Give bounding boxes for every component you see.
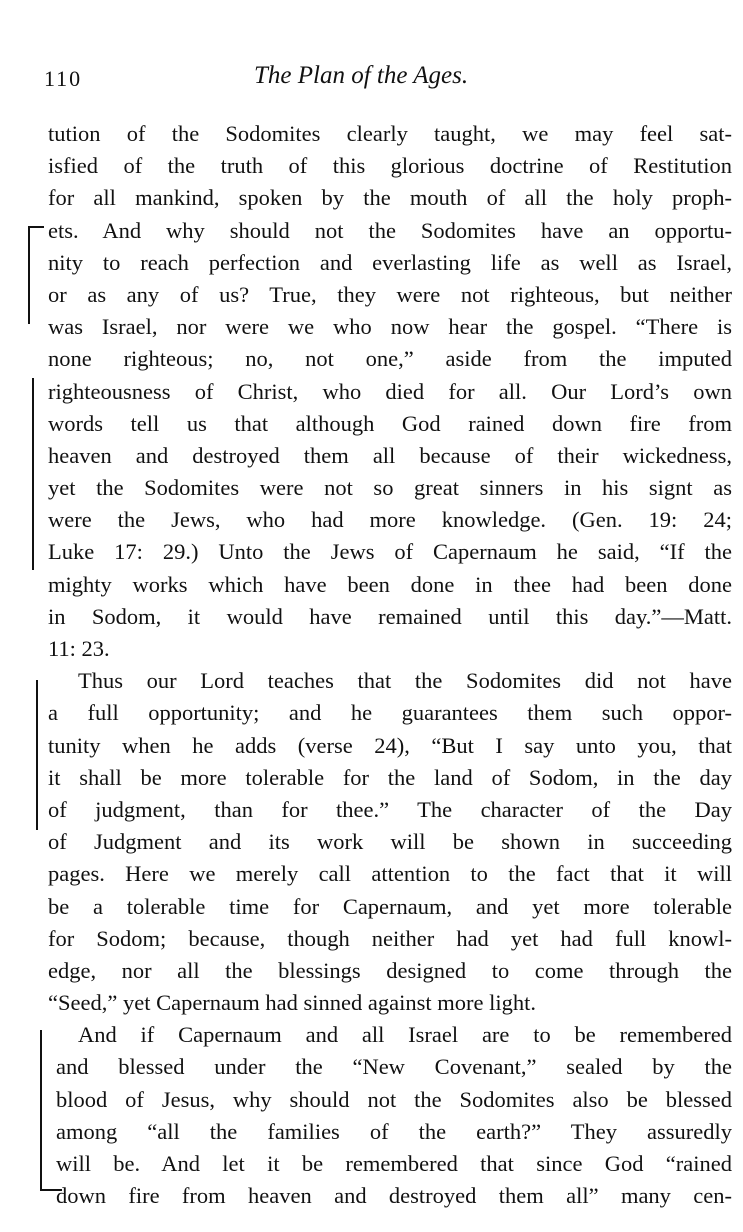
margin-line-second bbox=[36, 680, 38, 830]
text-line: Luke 17: 29.) Unto the Jews of Capernaum he said, “If the bbox=[48, 539, 732, 565]
paragraph-1 bbox=[48, 118, 732, 665]
text-line: tution of the Sodomites clearly taught, we may feel sat- bbox=[48, 121, 732, 146]
body-text bbox=[48, 118, 732, 1212]
text-line: blood of Jesus, why should not the Sodomites also be blessed bbox=[56, 1086, 732, 1112]
margin-bracket-top-hook bbox=[28, 226, 44, 228]
running-title: The Plan of the Ages. bbox=[254, 62, 469, 89]
text-line: 11: 23. bbox=[48, 636, 110, 661]
text-line: was Israel, nor were we who now hear the gospel. “There is bbox=[48, 314, 732, 340]
text-line: be a tolerable time for Capernaum, and yet more tolerable bbox=[48, 893, 732, 919]
text-line: none righteous; no, not one,” aside from the imputed bbox=[48, 346, 732, 372]
text-line: mighty works which have been done in thee had been done bbox=[48, 571, 732, 597]
text-line: edge, nor all the blessings designed to come through the bbox=[48, 957, 732, 983]
text-line: for Sodom; because, though neither had yet had full knowl- bbox=[48, 925, 732, 951]
paragraph-2 bbox=[48, 665, 732, 1019]
text-line: pages. Here we merely call attention to the fact that it will bbox=[48, 861, 732, 887]
text-line: yet the Sodomites were not so great sinners in his signt as bbox=[48, 475, 732, 501]
text-line: a full opportunity; and he guarantees them such oppor- bbox=[48, 700, 732, 726]
text-line: for all mankind, spoken by the mouth of all the holy proph- bbox=[48, 185, 732, 211]
text-line: Thus our Lord teaches that the Sodomites did not have bbox=[78, 668, 732, 694]
text-line: of judgment, than for thee.” The character of the Day bbox=[48, 796, 732, 822]
text-line: of Judgment and its work will be shown in succeeding bbox=[48, 829, 732, 855]
text-line: down fire from heaven and destroyed them all” many cen- bbox=[56, 1183, 732, 1209]
text-line: “Seed,” yet Capernaum had sinned against more light. bbox=[48, 990, 536, 1016]
text-line: righteousness of Christ, who died for all. Our Lord’s own bbox=[48, 378, 732, 404]
text-line: isfied of the truth of this glorious doctrine of Restitution bbox=[48, 153, 732, 179]
text-line: and blessed under the “New Covenant,” sealed by the bbox=[56, 1054, 732, 1080]
margin-line-first bbox=[32, 378, 34, 570]
text-line: And if Capernaum and all Israel are to be remembered bbox=[78, 1022, 732, 1048]
paragraph-3 bbox=[48, 1019, 732, 1212]
page-header bbox=[44, 60, 724, 94]
text-line: tunity when he adds (verse 24), “But I say unto you, that bbox=[48, 732, 732, 758]
text-line: it shall be more tolerable for the land of Sodom, in the day bbox=[48, 764, 732, 790]
text-line: among “all the families of the earth?” They assuredly bbox=[56, 1118, 732, 1144]
text-line: will be. And let it be remembered that since God “rained bbox=[56, 1151, 732, 1176]
text-line: ets. And why should not the Sodomites have an opportu- bbox=[48, 217, 732, 243]
text-line: heaven and destroyed them all because of their wickedness, bbox=[48, 442, 732, 468]
page-number: 110 bbox=[44, 66, 83, 91]
text-line: words tell us that although God rained down fire from bbox=[48, 410, 732, 436]
text-line: in Sodom, it would have remained until this day.”—Matt. bbox=[48, 603, 732, 629]
text-line: were the Jews, who had more knowledge. (Gen. 19: 24; bbox=[48, 507, 732, 533]
margin-bracket-bottom bbox=[40, 1030, 42, 1190]
text-line: or as any of us? True, they were not righteous, but neither bbox=[48, 281, 732, 307]
margin-bracket-top bbox=[28, 228, 30, 324]
text-line: nity to reach perfection and everlasting life as well as Israel, bbox=[48, 249, 732, 275]
